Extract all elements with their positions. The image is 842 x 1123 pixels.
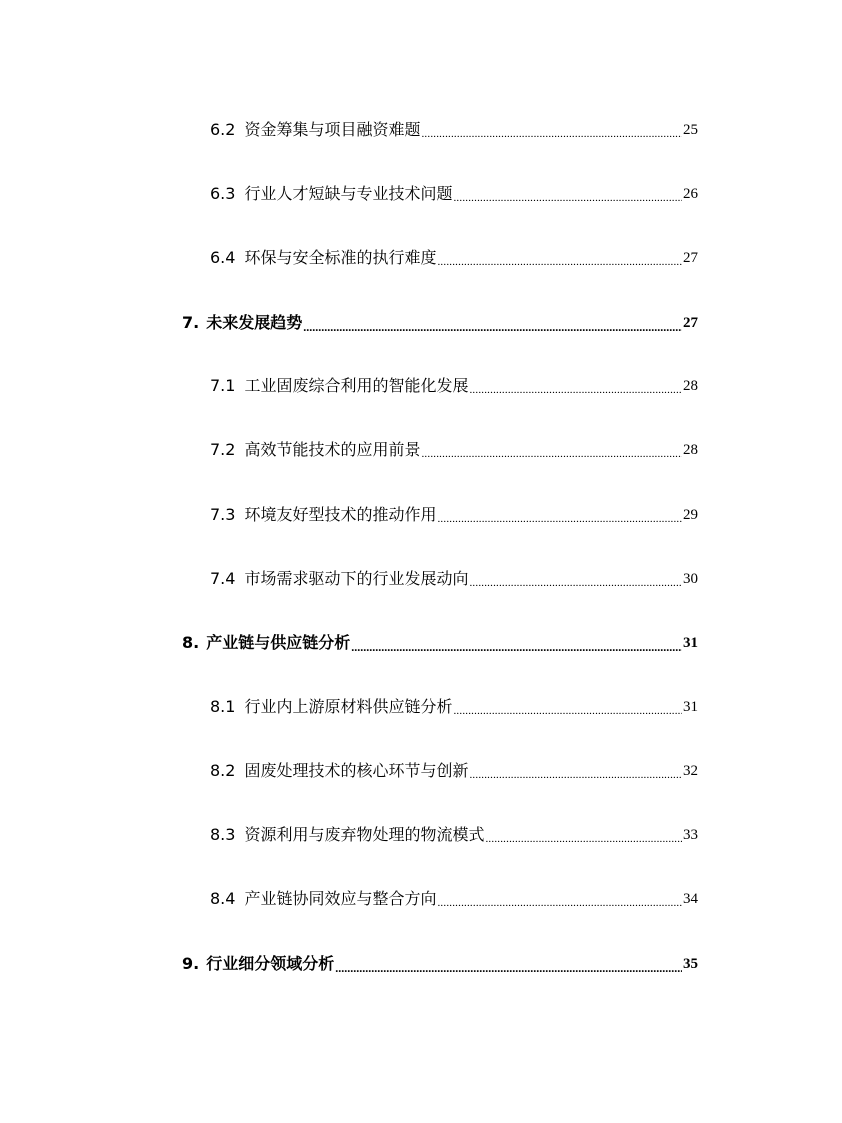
toc-entry-number: 8. (182, 633, 200, 652)
toc-entry-number: 6.2 (210, 120, 236, 139)
toc-entry-7[interactable] (182, 310, 698, 334)
toc-entry-title: 资源利用与废弃物处理的物流模式 (244, 825, 485, 844)
toc-entry-number: 7.4 (210, 569, 236, 588)
toc-entry-page: 28 (683, 442, 698, 458)
toc-entry-8-3[interactable] (210, 822, 698, 846)
toc-dot-leader (351, 632, 682, 654)
toc-dot-leader (453, 183, 682, 205)
toc-dot-leader (485, 824, 682, 846)
toc-entry-title: 固废处理技术的核心环节与创新 (244, 761, 469, 780)
toc-dot-leader (303, 312, 682, 334)
toc-entry-title: 高效节能技术的应用前景 (244, 440, 421, 459)
toc-entry-title: 产业链协同效应与整合方向 (244, 889, 437, 908)
toc-entry-7-3[interactable] (210, 502, 698, 526)
toc-entry-7-1[interactable] (210, 373, 698, 397)
toc-dot-leader (453, 696, 682, 718)
toc-entry-7-2[interactable] (210, 437, 698, 461)
toc-entry-6-2[interactable] (210, 117, 698, 141)
toc-dot-leader (469, 760, 682, 782)
toc-entry-6-3[interactable] (210, 181, 698, 205)
toc-entry-number: 8.1 (210, 697, 236, 716)
toc-entry-title: 产业链与供应链分析 (206, 633, 351, 652)
toc-entry-title: 未来发展趋势 (206, 313, 303, 332)
toc-entry-title: 行业内上游原材料供应链分析 (244, 697, 453, 716)
toc-dot-leader (335, 953, 682, 975)
toc-entry-7-4[interactable] (210, 566, 698, 590)
toc-entry-number: 6.3 (210, 184, 236, 203)
toc-entry-8-1[interactable] (210, 694, 698, 718)
toc-entry-page: 27 (683, 315, 698, 331)
toc-entry-title: 工业固废综合利用的智能化发展 (244, 376, 469, 395)
toc-entry-title: 环境友好型技术的推动作用 (244, 505, 437, 524)
toc-dot-leader (469, 568, 682, 590)
toc-entry-8-4[interactable] (210, 886, 698, 910)
toc-entry-number: 7. (182, 313, 200, 332)
toc-entry-number: 9. (182, 954, 200, 973)
toc-dot-leader (421, 119, 682, 141)
toc-entry-6-4[interactable] (210, 245, 698, 269)
toc-dot-leader (437, 888, 682, 910)
toc-entry-9[interactable] (182, 951, 698, 975)
toc-entry-page: 25 (683, 122, 698, 138)
toc-entry-number: 7.3 (210, 505, 236, 524)
toc-entry-number: 8.4 (210, 889, 236, 908)
toc-entry-title: 行业人才短缺与专业技术问题 (244, 184, 453, 203)
toc-dot-leader (421, 439, 682, 461)
toc-entry-page: 29 (683, 507, 698, 523)
toc-entry-title: 行业细分领域分析 (206, 954, 335, 973)
toc-entry-8[interactable] (182, 630, 698, 654)
toc-entry-8-2[interactable] (210, 758, 698, 782)
toc-dot-leader (437, 247, 682, 269)
toc-entry-number: 7.2 (210, 440, 236, 459)
toc-entry-number: 7.1 (210, 376, 236, 395)
toc-entry-page: 28 (683, 378, 698, 394)
toc-entry-title: 环保与安全标准的执行难度 (244, 248, 437, 267)
toc-entry-page: 31 (683, 635, 698, 651)
toc-entry-title: 资金筹集与项目融资难题 (244, 120, 421, 139)
toc-entry-page: 26 (683, 186, 698, 202)
toc-entry-number: 6.4 (210, 248, 236, 267)
toc-entry-number: 8.2 (210, 761, 236, 780)
toc-entry-number: 8.3 (210, 825, 236, 844)
toc-entry-page: 30 (683, 571, 698, 587)
toc-entry-title: 市场需求驱动下的行业发展动向 (244, 569, 469, 588)
toc-entry-page: 27 (683, 250, 698, 266)
toc-dot-leader (437, 504, 682, 526)
toc-entry-page: 33 (683, 827, 698, 843)
toc-dot-leader (469, 375, 682, 397)
toc-entry-page: 32 (683, 763, 698, 779)
toc-entry-page: 31 (683, 699, 698, 715)
toc-entry-page: 35 (683, 956, 698, 972)
toc-entry-page: 34 (683, 891, 698, 907)
